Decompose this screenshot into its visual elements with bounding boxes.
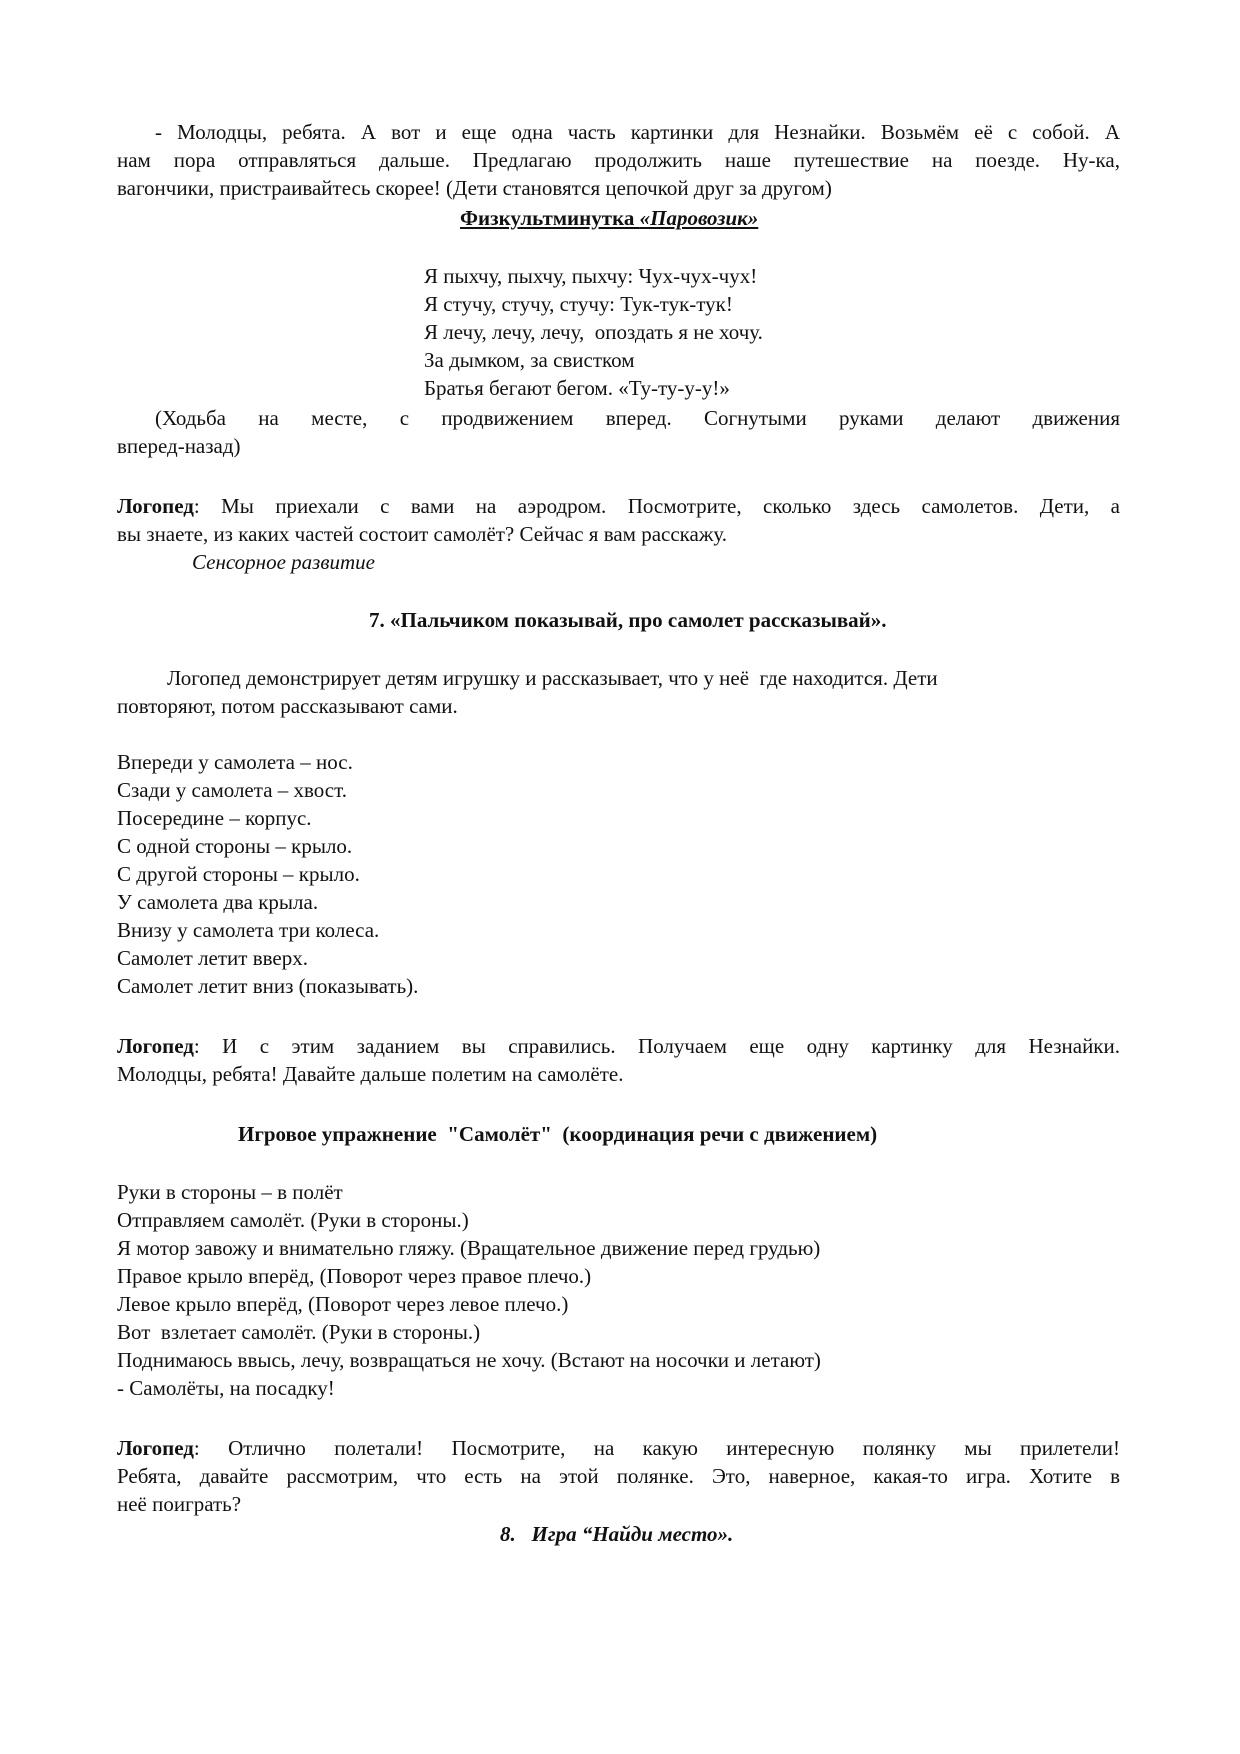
section-7-desc-line-1: Логопед демонстрирует детям игрушку и рассказывает, что у неё где находится. Дети [167,666,938,690]
sensory-subtitle: Сенсорное развитие [192,550,375,574]
fizminutka-note-line-1: (Ходьба на месте, с продвижением вперед. Согнутыми руками делают движения [155,406,1120,430]
section-8-title: 8. Игра “Найди место». [500,1522,734,1546]
fizminutka-title-italic: «Паровозик» [639,206,759,230]
logoped-3-line-3: неё поиграть? [117,1492,242,1516]
logoped-2-line-1: Логопед: И с этим заданием вы справились. Получаем еще одну картинку для Незнайки. [117,1034,1120,1058]
poem-line-2: Я стучу, стучу, стучу: Тук-тук-тук! [424,292,733,316]
intro-line-1: - Молодцы, ребята. А вот и еще одна часть картинки для Незнайки. Возьмём её с собой. А [155,120,1120,144]
poem-line-3: Я лечу, лечу, лечу, опоздать я не хочу. [424,320,763,344]
section-7-desc-line-2: повторяют, потом рассказывают сами. [117,694,458,718]
exercise-line: Правое крыло вперёд, (Поворот через правое плечо.) [117,1264,592,1288]
exercise-line: Руки в стороны – в полёт [117,1180,343,1204]
fizminutka-title [460,204,758,232]
exercise-line: Левое крыло вперёд, (Поворот через левое плечо.) [117,1292,569,1316]
exercise-line: Вот взлетает самолёт. (Руки в стороны.) [117,1320,481,1344]
exercise-line: Поднимаюсь ввысь, лечу, возвращаться не хочу. (Встают на носочки и летают) [117,1348,821,1372]
logoped-3-line-2: Ребята, давайте рассмотрим, что есть на этой полянке. Это, наверное, какая-то игра. Хотите в [117,1464,1120,1488]
exercise-line: Я мотор завожу и внимательно гляжу. (Вращательное движение перед грудью) [117,1236,821,1260]
plane-item: Сзади у самолета – хвост. [117,778,347,802]
plane-item: Самолет летит вниз (показывать). [117,974,419,998]
plane-item: С другой стороны – крыло. [117,862,360,886]
speaker-label: Логопед [117,494,194,518]
logoped-1-line-1: Логопед: Мы приехали с вами на аэродром. Посмотрите, сколько здесь самолетов. Дети, а [117,494,1120,518]
plane-item: Самолет летит вверх. [117,946,308,970]
plane-item: С одной стороны – крыло. [117,834,353,858]
plane-item: Посередине – корпус. [117,806,312,830]
intro-line-2: нам пора отправляться дальше. Предлагаю продолжить наше путешествие на поезде. Ну-ка, [117,148,1120,172]
poem-line-1: Я пыхчу, пыхчу, пыхчу: Чух-чух-чух! [424,264,758,288]
exercise-title: Игровое упражнение "Самолёт" (координация речи с движением) [238,1122,878,1146]
fizminutka-title-plain: Физкультминутка [460,206,640,230]
logoped-2-line-2: Молодцы, ребята! Давайте дальше полетим на самолёте. [117,1062,624,1086]
exercise-line: - Самолёты, на посадку! [117,1376,335,1400]
section-7-title: 7. «Пальчиком показывай, про самолет рассказывай». [369,608,887,632]
exercise-line: Отправляем самолёт. (Руки в стороны.) [117,1208,469,1232]
plane-item: У самолета два крыла. [117,890,319,914]
plane-item: Внизу у самолета три колеса. [117,918,380,942]
logoped-3-line-1: Логопед: Отлично полетали! Посмотрите, на какую интересную полянку мы прилетели! [117,1436,1120,1460]
plane-item: Впереди у самолета – нос. [117,750,353,774]
speaker-label: Логопед [117,1034,194,1058]
fizminutka-note-line-2: вперед-назад) [117,434,241,458]
poem-line-4: За дымком, за свистком [424,348,635,372]
intro-line-3: вагончики, пристраивайтесь скорее! (Дети становятся цепочкой друг за другом) [117,176,832,200]
logoped-1-line-2: вы знаете, из каких частей состоит самолёт? Сейчас я вам расскажу. [117,522,728,546]
speaker-label: Логопед [117,1436,194,1460]
poem-line-5: Братья бегают бегом. «Ту-ту-у-у!» [424,376,730,400]
